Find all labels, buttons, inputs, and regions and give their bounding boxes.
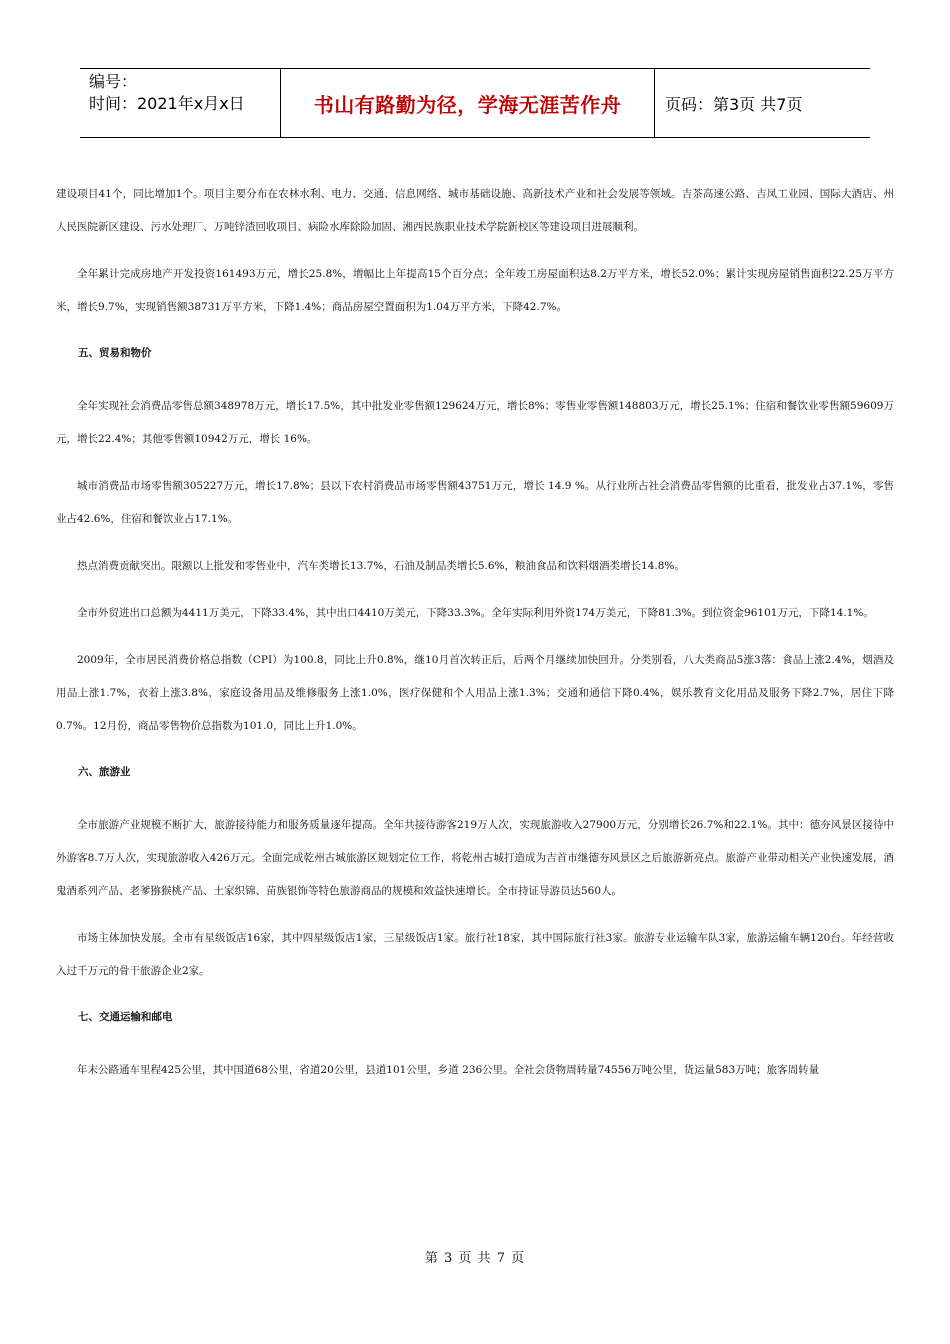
body-paragraph: 全年实现社会消费品零售总额348978万元，增长17.5%，其中批发业零售额129624万元，增长8%；零售业零售额148803万元，增长25.1%；住宿和餐饮业零售额59609万元，增长22.4%；其他零售额10942万元，增长 16%。 — [56, 400, 894, 445]
page-footer: 第 3 页 共 7 页 — [424, 1251, 526, 1266]
body-paragraph: 全年累计完成房地产开发投资161493万元，增长25.8%，增幅比上年提高15个百分点；全年竣工房屋面积达8.2万平方米，增长52.0%；累计实现房屋销售面积22.25万平方米，增长9.7%，实现销售额38731万平方米，下降1.4%；商品房屋空置面积为1.04万平方米，下降42.7%。 — [56, 268, 894, 313]
body-paragraph: 全市外贸进出口总额为4411万美元，下降33.4%，其中出口4410万美元，下降33.3%。全年实际利用外资174万美元，下降81.3%。到位资金96101万元，下降14.1%。 — [77, 607, 874, 619]
header-page-label: 页码：第3页 共7页 — [665, 94, 803, 114]
header-meta — [80, 69, 281, 137]
document-number-label: 编号： — [89, 72, 138, 91]
body-paragraph: 热点消费贡献突出。限额以上批发和零售业中，汽车类增长13.7%，石油及制品类增长5.6%，粮油食品和饮料烟酒类增长14.8%。 — [77, 560, 685, 572]
document-body — [56, 178, 894, 1101]
body-paragraph: 年末公路通车里程425公里，其中国道68公里，省道20公里，县道101公里，乡道 236公里。全社会货物周转量74556万吨公里，货运量583万吨；旅客周转量 — [77, 1064, 820, 1076]
body-paragraph: 城市消费品市场零售额305227万元，增长17.8%；县以下农村消费品市场零售额43751万元，增长 14.9 %。从行业所占社会消费品零售额的比重看，批发业占37.1%，零售业占42.6%，住宿和餐饮业占17.1%。 — [56, 480, 894, 525]
document-header — [80, 68, 870, 138]
header-motto: 书山有路勤为径，学海无涯苦作舟 — [281, 69, 655, 137]
body-paragraph: 建设项目41个，同比增加1个。项目主要分布在农林水利、电力、交通、信息网络、城市基础设施、高新技术产业和社会发展等领域。吉茶高速公路、吉凤工业园、国际大酒店、州人民医院新区建设、污水处理厂、万吨锌渣回收项目、病险水库除险加固、湘西民族职业技术学院新校区等建设项目进展顺利。 — [56, 188, 894, 233]
section-heading: 七、交通运输和邮电 — [78, 1011, 173, 1023]
body-paragraph: 市场主体加快发展。全市有星级饭店16家，其中四星级饭店1家，三星级饭店1家。旅行社18家，其中国际旅行社3家。旅游专业运输车队3家，旅游运输车辆120台。年经营收入过千万元的骨干旅游企业2家。 — [56, 932, 894, 977]
section-heading: 六、旅游业 — [78, 766, 131, 778]
document-time-label: 时间：2021年x月x日 — [89, 94, 245, 113]
section-heading: 五、贸易和物价 — [78, 347, 152, 359]
body-paragraph: 2009年，全市居民消费价格总指数（CPI）为100.8，同比上升0.8%，继10月首次转正后，后两个月继续加快回升。分类别看，八大类商品5涨3落：食品上涨2.4%，烟酒及用品上涨1.7%，衣着上涨3.8%，家庭设备用品及维修服务上涨1.0%，医疗保健和个人用品上涨1.3%；交通和通信下降0.4%，娱乐教育文化用品及服务下降2.7%，居住下降0.7%。12月份，商品零售物价总指数为101.0，同比上升1.0%。 — [56, 654, 894, 732]
body-paragraph: 全市旅游产业规模不断扩大，旅游接待能力和服务质量逐年提高。全年共接待游客219万人次，实现旅游收入27900万元，分别增长26.7%和22.1%。其中：德夯风景区接待中外游客8.7万人次，实现旅游收入426万元。全面完成乾州古城旅游区规划定位工作，将乾州古城打造成为吉首市继德夯风景区之后旅游新亮点。旅游产业带动相关产业快速发展，酒鬼酒系列产品、老爹猕猴桃产品、土家织锦、苗族银饰等特色旅游商品的规模和效益快速增长。全市持证导游员达560人。 — [56, 819, 894, 897]
